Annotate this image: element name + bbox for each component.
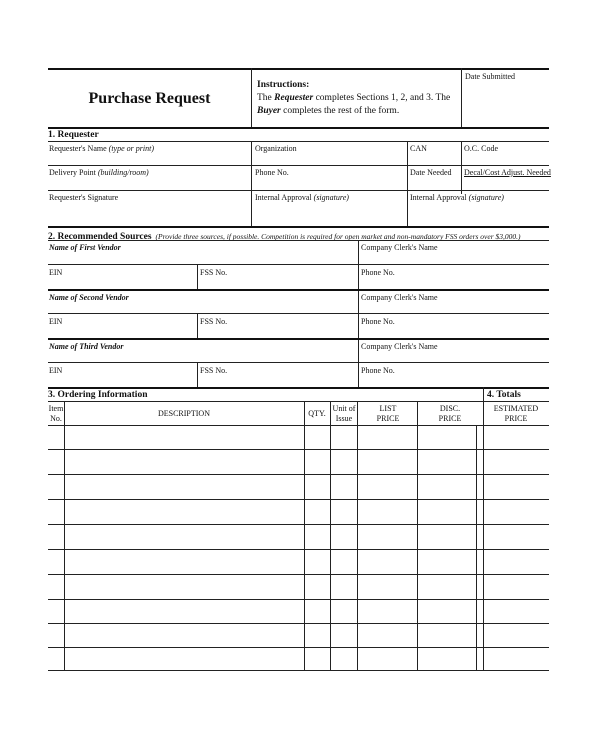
organization-label: Organization	[255, 144, 297, 153]
table-row[interactable]	[48, 426, 549, 449]
internal-approval-hint: (signature)	[468, 193, 504, 202]
instructions-text: The	[257, 93, 275, 103]
col-estimated-price: ESTIMATED PRICE	[493, 404, 539, 423]
date-submitted-label: Date Submitted	[465, 72, 515, 81]
table-row[interactable]	[48, 600, 549, 623]
ein-label-2: EIN	[49, 317, 63, 326]
internal-approval-text: Internal Approval	[410, 193, 467, 202]
oc-code-label: O.C. Code	[464, 144, 498, 153]
col-qty: QTY.	[308, 409, 326, 418]
section-4-heading: 4. Totals	[487, 390, 521, 400]
col-item-no: Item No.	[48, 404, 64, 423]
date-submitted-field[interactable]	[462, 82, 549, 126]
instructions	[257, 79, 457, 118]
internal-approval-text: Internal Approval	[255, 193, 312, 202]
requester-name-label	[49, 144, 154, 153]
first-vendor-label: Name of First Vendor	[49, 243, 121, 252]
instructions-line-1	[257, 92, 457, 105]
requester-name-hint: (type or print)	[108, 144, 154, 153]
instructions-line-2	[257, 105, 457, 118]
fss-label-1: FSS No.	[200, 268, 228, 277]
phone-label-v2: Phone No.	[361, 317, 395, 326]
phone-label-v1: Phone No.	[361, 268, 395, 277]
delivery-point-text: Delivery Point	[49, 168, 96, 177]
ein-label-3: EIN	[49, 366, 63, 375]
clerk-label-3: Company Clerk's Name	[361, 342, 438, 351]
can-label: CAN	[410, 144, 427, 153]
fss-label-3: FSS No.	[200, 366, 228, 375]
section-2-note: (Provide three sources, if possible. Competition is required for open market and non-mandatory FSS orders over $3,000.)	[155, 232, 521, 241]
col-description: DESCRIPTION	[157, 409, 210, 418]
internal-approval-label-1	[255, 193, 349, 202]
table-row[interactable]	[48, 550, 549, 574]
table-row[interactable]	[48, 450, 549, 474]
internal-approval-label-2	[410, 193, 504, 202]
second-vendor-label: Name of Second Vendor	[49, 293, 129, 302]
table-row[interactable]	[48, 525, 549, 549]
table-row[interactable]	[48, 624, 549, 647]
page-title: Purchase Request	[88, 90, 211, 107]
ein-label-1: EIN	[49, 268, 63, 277]
instructions-text: completes Sections 1, 2, and 3. The	[313, 93, 451, 103]
internal-approval-hint: (signature)	[313, 193, 349, 202]
requester-name-text: Requester's Name	[49, 144, 107, 153]
section-3-heading: 3. Ordering Information	[48, 390, 148, 400]
col-list-price: LIST PRICE	[376, 404, 400, 423]
delivery-point-label	[49, 168, 149, 177]
table-row[interactable]	[48, 475, 549, 499]
phone-no-label: Phone No.	[255, 168, 289, 177]
table-row[interactable]	[48, 575, 549, 599]
table-row[interactable]	[48, 648, 549, 670]
requester-signature-label: Requester's Signature	[49, 193, 119, 202]
col-disc-price: DISC. PRICE	[438, 404, 462, 423]
delivery-point-hint: (building/room)	[97, 168, 149, 177]
phone-label-v3: Phone No.	[361, 366, 395, 375]
instructions-requester: Requester	[274, 93, 314, 103]
clerk-label-2: Company Clerk's Name	[361, 293, 438, 302]
instructions-text: completes the rest of the form.	[280, 106, 400, 116]
fss-label-2: FSS No.	[200, 317, 228, 326]
col-unit-of-issue: Unit of Issue	[332, 404, 356, 423]
instructions-buyer: Buyer	[257, 106, 281, 116]
clerk-label-1: Company Clerk's Name	[361, 243, 438, 252]
table-row[interactable]	[48, 500, 549, 524]
decal-label: Decal/Cost Adjust. Needed	[464, 168, 551, 177]
date-needed-label: Date Needed	[410, 168, 452, 177]
instructions-heading: Instructions:	[257, 80, 310, 90]
third-vendor-label: Name of Third Vendor	[49, 342, 124, 351]
section-1-heading: 1. Requester	[48, 130, 99, 140]
section-2-heading: 2. Recommended Sources	[48, 232, 152, 242]
